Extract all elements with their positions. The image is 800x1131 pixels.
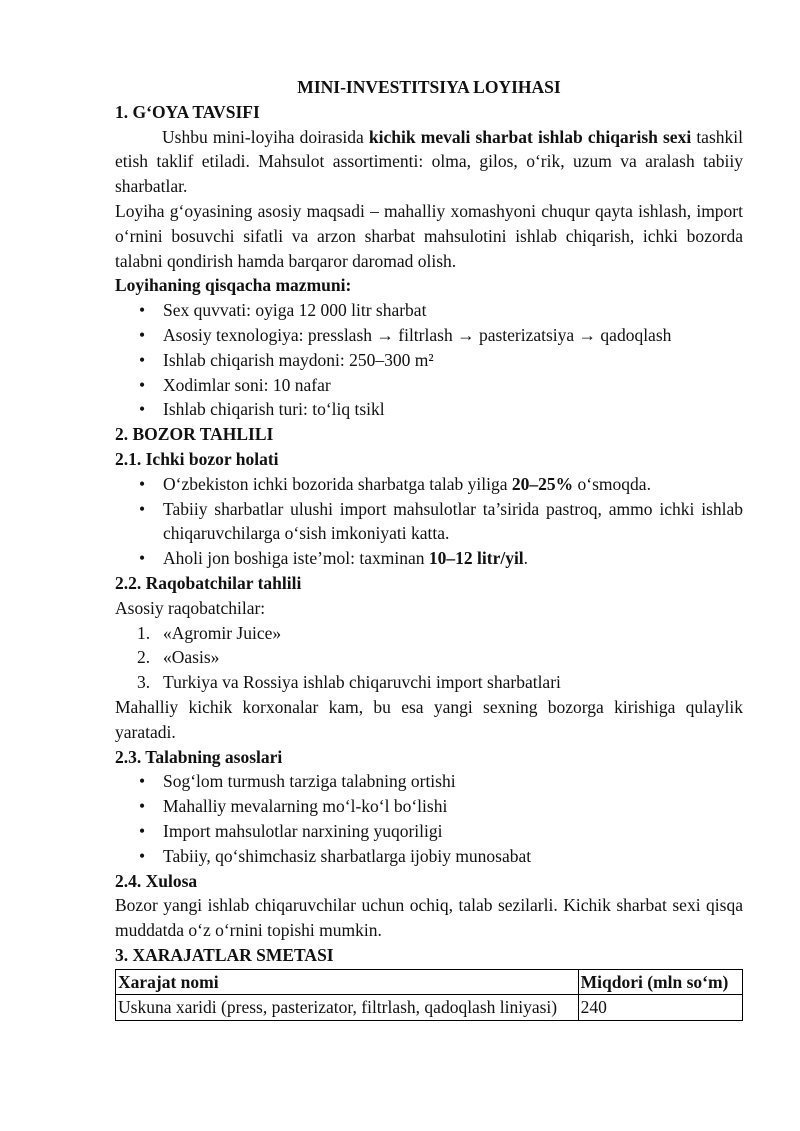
subsection-heading-competitors: 2.2. Raqobatchilar tahlili	[115, 572, 302, 593]
list-item: 3. Turkiya va Rossiya ishlab chiqaruvchi import sharbatlari	[137, 672, 561, 693]
bullet-icon: •	[139, 300, 146, 321]
table-header-cell: Xarajat nomi	[116, 969, 579, 995]
competitors-list	[115, 621, 743, 695]
table-header-row	[116, 969, 743, 995]
list-item: • Sex quvvati: oyiga 12 000 litr sharbat	[115, 298, 743, 323]
list-item: 1. «Agromir Juice»	[137, 622, 282, 643]
table-cell: 240	[578, 995, 742, 1021]
list-item: • Tabiiy, qo‘shimchasiz sharbatlarga ijobiy munosabat	[115, 844, 743, 869]
idea-paragraph-1: Ushbu mini-loyiha doirasida kichik mevali sharbat ishlab chiqarish sexi tashkil etish taklif etiladi. Mahsulot assortimenti: olma, gilos, o‘rik, uzum va aralash tabiiy sharbatlar.	[115, 126, 743, 197]
list-item: • Xodimlar soni: 10 nafar	[115, 373, 743, 398]
bullet-icon: •	[139, 349, 146, 370]
bullet-icon: •	[139, 796, 146, 817]
table-row	[116, 995, 743, 1021]
list-item: • Aholi jon boshiga iste’mol: taxminan 10–12 litr/yil.	[115, 546, 743, 571]
competitors-conclusion: Mahalliy kichik korxonalar kam, bu esa yangi sexning bozorga kirishiga qulaylik yaratadi.	[115, 696, 743, 742]
table-cell: Uskuna xaridi (press, pasterizator, filtrlash, qadoqlash liniyasi)	[116, 995, 579, 1021]
bullet-icon: •	[139, 374, 146, 395]
bullet-icon: •	[139, 399, 146, 420]
section-heading-idea: 1. G‘OYA TAVSIFI	[115, 101, 260, 122]
conclusion-paragraph: Bozor yangi ishlab chiqaruvchilar uchun ochiq, talab sezilarli. Kichik sharbat sexi qisqa muddatda o‘z o‘rnini topishi mumkin.	[115, 895, 743, 941]
list-item: • Ishlab chiqarish maydoni: 250–300 m²	[115, 348, 743, 373]
list-item: • Asosiy texnologiya: presslash → filtrlash → pasterizatsiya → qadoqlash	[115, 323, 743, 348]
list-item: • Sog‘lom turmush tarziga talabning ortishi	[115, 769, 743, 794]
idea-paragraph-2: Loyiha g‘oyasining asosiy maqsadi – mahalliy xomashyoni chuqur qayta ishlash, import o‘rnini bosuvchi sifatli va arzon sharbat mahsulotini ishlab chiqarish, ichki bozorda talabni qondirish hamda barqaror daromad olish.	[115, 200, 743, 271]
subsection-heading-conclusion: 2.4. Xulosa	[115, 870, 198, 891]
bullet-icon: •	[139, 473, 146, 494]
cost-table	[115, 969, 743, 1022]
list-item: • Import mahsulotlar narxining yuqoriligi	[115, 819, 743, 844]
demand-list	[115, 769, 743, 868]
summary-heading: Loyihaning qisqacha mazmuni:	[115, 275, 352, 296]
table-header-cell: Miqdori (mln so‘m)	[578, 969, 742, 995]
bullet-icon: •	[139, 498, 146, 519]
list-item: • O‘zbekiston ichki bozorida sharbatga talab yiliga 20–25% o‘smoqda.	[115, 472, 743, 497]
document-title: MINI-INVESTITSIYA LOYIHASI	[297, 77, 561, 97]
bullet-icon: •	[139, 771, 146, 792]
list-item: 2. «Oasis»	[137, 647, 220, 668]
bullet-icon: •	[139, 324, 146, 345]
domestic-market-list	[115, 472, 743, 571]
bullet-icon: •	[139, 845, 146, 866]
section-heading-market: 2. BOZOR TAHLILI	[115, 424, 274, 445]
list-item: • Mahalliy mevalarning mo‘l-ko‘l bo‘lishi	[115, 794, 743, 819]
section-heading-costs: 3. XARAJATLAR SMETASI	[115, 944, 334, 965]
highlight-text: kichik mevali sharbat ishlab chiqarish sexi	[368, 126, 692, 147]
subsection-heading-domestic: 2.1. Ichki bozor holati	[115, 448, 279, 469]
document-page	[115, 75, 743, 1021]
summary-list	[115, 298, 743, 422]
list-item: • Ishlab chiqarish turi: to‘liq tsikl	[115, 397, 743, 422]
bullet-icon: •	[139, 820, 146, 841]
subsection-heading-demand: 2.3. Talabning asoslari	[115, 746, 283, 767]
competitors-intro: Asosiy raqobatchilar:	[115, 597, 266, 618]
list-item: • Tabiiy sharbatlar ulushi import mahsulotlar ta’sirida pastroq, ammo ichki ishlab chiqaruvchilarga o‘sish imkoniyati katta.	[139, 498, 743, 544]
bullet-icon: •	[139, 548, 146, 569]
